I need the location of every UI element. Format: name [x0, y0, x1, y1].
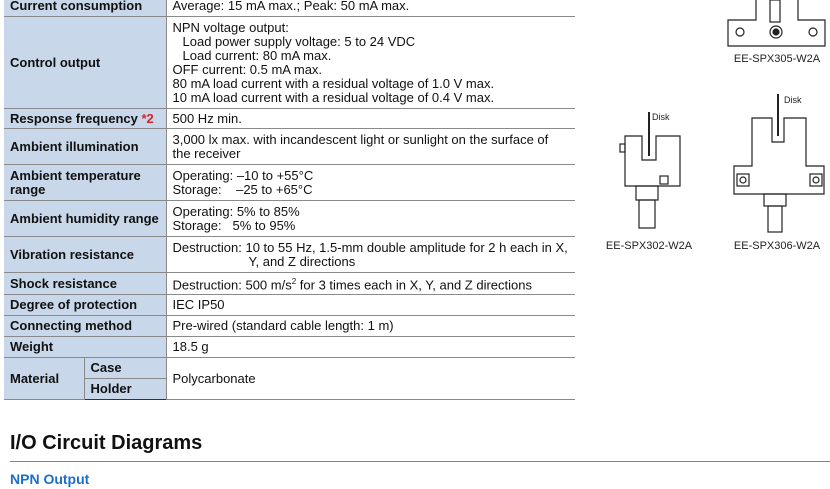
section-title: I/O Circuit Diagrams: [10, 432, 203, 454]
table-row: [4, 358, 575, 379]
sub-label: Holder: [84, 379, 166, 400]
sub-label: Case: [84, 358, 166, 379]
row-value: [166, 273, 575, 295]
value-line: OFF current: 0.5 mA max.: [172, 61, 323, 77]
label-text: Response frequency: [10, 110, 138, 126]
table-row: [4, 165, 575, 201]
sensor-drawings: [580, 0, 830, 260]
model-caption: EE-SPX306-W2A: [733, 240, 821, 252]
sensor-drawing-right: [734, 94, 824, 232]
row-label: Material: [4, 358, 84, 400]
footnote-mark: *2: [141, 110, 154, 126]
value-line: Storage: –25 to +65°C: [172, 181, 313, 197]
row-value: [166, 201, 575, 237]
section-divider: [10, 461, 830, 462]
disk-label: Disk: [652, 112, 670, 122]
row-label: Ambient temperature range: [4, 165, 166, 201]
value-line: 10 mA load current with a residual voltage of 0.4 V max.: [172, 89, 495, 105]
table-row: [4, 109, 575, 129]
row-label: Degree of protection: [4, 295, 166, 316]
row-value: Pre-wired (standard cable length: 1 m): [166, 316, 575, 337]
value-line: Operating: 5% to 85%: [172, 203, 300, 219]
row-value: IEC IP50: [166, 295, 575, 316]
value-line: NPN voltage output:: [172, 19, 289, 35]
row-label: Control output: [4, 17, 166, 109]
sensor-drawing-top: [728, 0, 825, 46]
table-row: [4, 337, 575, 358]
row-label: [4, 109, 166, 129]
row-label: Connecting method: [4, 316, 166, 337]
row-label: Current consumption: [4, 0, 166, 17]
value-line: Operating: –10 to +55°C: [172, 167, 314, 183]
row-value: Polycarbonate: [166, 358, 575, 400]
value-line: Y, and Z directions: [248, 253, 356, 269]
table-row: [4, 295, 575, 316]
table-row: [4, 316, 575, 337]
value-line: Load current: 80 mA max.: [182, 47, 332, 63]
row-label: Ambient illumination: [4, 129, 166, 165]
spec-table: [4, 0, 575, 400]
row-value: [166, 165, 575, 201]
superscript: 2: [291, 277, 297, 286]
row-label: Shock resistance: [4, 273, 166, 295]
row-value: 3,000 lx max. with incandescent light or sunlight on the surface of the receiver: [166, 129, 575, 165]
model-caption: EE-SPX305-W2A: [733, 53, 821, 65]
table-row: [4, 237, 575, 273]
sensor-drawing-left: [620, 112, 680, 228]
disk-label: Disk: [784, 95, 802, 105]
value-line: Destruction: 10 to 55 Hz, 1.5-mm double amplitude for 2 h each in X,: [172, 239, 568, 255]
row-label: Weight: [4, 337, 166, 358]
subsection-title: NPN Output: [10, 471, 90, 487]
table-row: [4, 129, 575, 165]
table-row: [4, 273, 575, 295]
table-row: [4, 201, 575, 237]
row-value: 500 Hz min.: [166, 109, 575, 129]
value-text: Destruction: 500 m/s: [172, 277, 292, 293]
value-line: 80 mA load current with a residual voltage of 1.0 V max.: [172, 75, 495, 91]
row-value: 18.5 g: [166, 337, 575, 358]
model-caption: EE-SPX302-W2A: [605, 240, 693, 252]
table-row: [4, 0, 575, 17]
value-line: Load power supply voltage: 5 to 24 VDC: [182, 33, 416, 49]
value-text: for 3 times each in X, Y, and Z directions: [296, 277, 532, 293]
table-row: [4, 17, 575, 109]
row-value: [166, 237, 575, 273]
row-label: Ambient humidity range: [4, 201, 166, 237]
row-value: Average: 15 mA max.; Peak: 50 mA max.: [166, 0, 575, 17]
row-value: [166, 17, 575, 109]
value-line: Storage: 5% to 95%: [172, 217, 296, 233]
row-label: Vibration resistance: [4, 237, 166, 273]
